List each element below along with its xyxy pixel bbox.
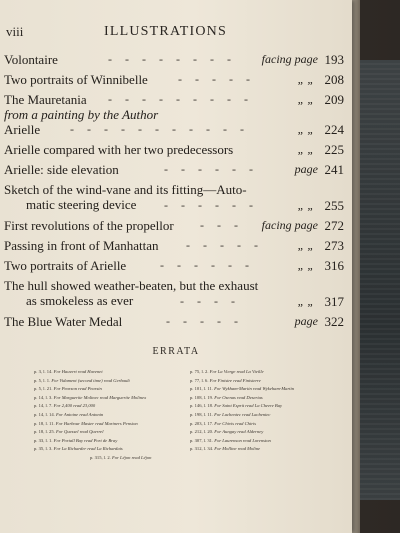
leader-dashes: - - - - - - xyxy=(164,162,258,176)
errata-item xyxy=(190,377,340,386)
errata-text: For Quessel read Querrel xyxy=(55,429,104,435)
facing-photo-plate xyxy=(360,60,400,500)
errata-ref: p. 14, l. 14. xyxy=(34,411,55,417)
entry-page: 193 xyxy=(324,52,344,67)
illustrations-list xyxy=(4,52,346,334)
errata-text: For Portall Bay read Port de Bray xyxy=(53,437,118,443)
entry-prefix: „ „ xyxy=(297,198,314,212)
leader-dashes: - - - - - - - - xyxy=(108,52,236,66)
errata-text: For La Richarder read La Richardais xyxy=(53,446,123,452)
entry-title: The hull showed weather-beaten, but the exhaust xyxy=(4,278,259,293)
errata-item xyxy=(34,385,184,394)
entry-title-continued: matic steering device xyxy=(26,197,137,212)
errata-text: For Saint Esprit read La Cheere Bay xyxy=(214,403,283,409)
errata-text: For Vidament (second time) read Gerbault xyxy=(51,377,130,383)
entry-prefix: „ „ xyxy=(297,92,314,106)
leader-dashes: - - - - - - xyxy=(160,258,254,272)
errata-item xyxy=(34,445,184,454)
list-item xyxy=(4,52,346,72)
entry-page: 209 xyxy=(324,92,344,107)
page-number: viii xyxy=(6,24,24,39)
entry-page: 322 xyxy=(324,314,344,329)
entry-title: Passing in front of Manhattan xyxy=(4,238,159,253)
errata-item xyxy=(190,368,340,377)
list-item xyxy=(4,314,346,334)
errata-ref: p. 33, l. 1. xyxy=(34,437,53,443)
list-item xyxy=(4,142,346,162)
errata-ref: p. 101, l. 11. xyxy=(190,386,213,392)
leader-dashes: - - - - - xyxy=(166,314,243,328)
entry-prefix: page xyxy=(294,162,318,176)
errata-item xyxy=(34,368,184,377)
errata-ref: p. 14, l. 3. xyxy=(34,394,53,400)
entry-prefix: „ „ xyxy=(297,72,314,86)
errata-title: ERRATA xyxy=(152,346,200,357)
errata-item xyxy=(90,454,151,463)
list-item xyxy=(4,162,346,182)
leader-dashes: - - - - - xyxy=(186,238,263,252)
errata-item xyxy=(34,420,184,429)
errata-text: For Osenas read Deserias xyxy=(214,394,263,400)
errata-item xyxy=(34,394,184,403)
errata-item xyxy=(34,428,184,437)
errata-item xyxy=(190,394,340,403)
errata-item xyxy=(190,420,340,429)
errata-text: For Lachentec read Lacbentec xyxy=(214,411,271,417)
entry-title: Arielle compared with her two predecessors xyxy=(4,142,234,157)
leader-dashes: - - - xyxy=(200,218,243,232)
errata-text: For 2,400 read 23,000 xyxy=(53,403,96,409)
leader-dashes: - - - - xyxy=(180,294,240,308)
errata-column-left xyxy=(34,368,184,454)
errata-text: For Léjon read Léjon xyxy=(111,455,152,460)
entry-prefix: „ „ xyxy=(297,258,314,272)
entry-page: 255 xyxy=(324,198,344,213)
entry-prefix: „ „ xyxy=(297,294,314,308)
errata-text: For Pearson read Pearsin xyxy=(53,386,102,392)
leader-dashes: - - - - - - xyxy=(164,198,258,212)
errata-item xyxy=(190,402,340,411)
list-item xyxy=(4,182,346,218)
entry-title: Arielle: side elevation xyxy=(4,162,119,177)
entry-title: The Mauretania xyxy=(4,92,87,107)
entry-title: Volontaire xyxy=(4,52,58,67)
errata-item xyxy=(34,411,184,420)
errata-item xyxy=(34,437,184,446)
list-item xyxy=(4,278,346,314)
entry-page: 225 xyxy=(324,142,344,157)
entry-prefix: „ „ xyxy=(297,142,314,156)
errata-ref: p. 203, l. 17. xyxy=(190,420,214,426)
entry-title: First revolutions of the propellor xyxy=(4,218,174,233)
leader-dashes: - - - - - xyxy=(178,72,255,86)
entry-prefix: „ „ xyxy=(297,122,314,136)
list-item xyxy=(4,218,346,238)
errata-ref: p. 108, l. 19. xyxy=(190,394,214,400)
leader-dashes: - - - - - - - - - - - xyxy=(70,122,249,136)
errata-text: For Molline read Moline xyxy=(214,446,261,452)
entry-page: 317 xyxy=(324,294,344,309)
errata-item xyxy=(190,437,340,446)
errata-text: For Harbour Master read Mariners Pension xyxy=(55,420,138,426)
entry-title: Sketch of the wind-vane and its fitting—Auto- xyxy=(4,182,247,197)
errata-ref: p. 35, l. 3. xyxy=(34,446,53,452)
errata-text: For Finistre read Finisterre xyxy=(209,377,261,383)
entry-title: Two portraits of Arielle xyxy=(4,258,127,273)
errata-item xyxy=(190,385,340,394)
errata-item xyxy=(190,428,340,437)
errata-ref: p. 307, l. 31. xyxy=(190,437,214,443)
entry-title-continued: as smokeless as ever xyxy=(26,293,134,308)
errata-ref: p. 212, l. 20. xyxy=(190,429,214,435)
errata-ref: p. 18, l. 11. xyxy=(34,420,55,426)
entry-title: The Blue Water Medal xyxy=(4,314,123,329)
page-title: ILLUSTRATIONS xyxy=(104,24,227,39)
entry-page: 273 xyxy=(324,238,344,253)
errata-ref: p. 18, l. 25. xyxy=(34,429,55,435)
errata-column-right xyxy=(190,368,340,454)
errata-ref: p. 14, l. 7. xyxy=(34,403,53,409)
entry-prefix: page xyxy=(294,314,318,328)
errata-text: For Hauvert read Havenet xyxy=(53,369,103,374)
errata-text: For Antoine read Antonin xyxy=(55,411,104,417)
list-item xyxy=(4,92,346,122)
entry-title: Two portraits of Winnibelle xyxy=(4,72,148,87)
errata-text: For Chivis read Chiris xyxy=(214,420,257,426)
errata-ref: p. 5, l. 21. xyxy=(34,386,53,392)
entry-page: 224 xyxy=(324,122,344,137)
errata-ref: p. 198, l. 11. xyxy=(190,411,213,417)
errata-item xyxy=(190,445,340,454)
errata-text: For Laurenson read Lorenston xyxy=(214,437,271,443)
errata-ref: p. 75, l. 2. xyxy=(190,369,209,374)
errata-item xyxy=(34,377,184,386)
entry-subtitle: from a painting by the Author xyxy=(4,107,159,122)
errata-ref: p. 312, l. 34. xyxy=(190,446,214,452)
entry-prefix: „ „ xyxy=(297,238,314,252)
errata-item xyxy=(34,402,184,411)
list-item xyxy=(4,72,346,92)
entry-page: 241 xyxy=(324,162,344,177)
entry-title: Arielle xyxy=(4,122,41,137)
entry-page: 208 xyxy=(324,72,344,87)
errata-ref: p. 315, l. 2. xyxy=(90,455,111,460)
errata-text: For Aungay read Alderney xyxy=(214,429,264,435)
errata-item xyxy=(190,411,340,420)
errata-text: For La Vierge read La Vieille xyxy=(209,369,264,374)
entry-page: 316 xyxy=(324,258,344,273)
errata-ref: p. 5, l. 1. xyxy=(34,377,51,383)
list-item xyxy=(4,122,346,142)
errata-ref: p. 77, l. 6. xyxy=(190,377,209,383)
entry-prefix: facing page xyxy=(261,218,318,232)
leader-dashes: - - - - - - - - - xyxy=(108,92,253,106)
list-item xyxy=(4,238,346,258)
errata-ref: p. 3, l. 14. xyxy=(34,369,53,374)
entry-page: 272 xyxy=(324,218,344,233)
errata-ref: p. 146, l. 18. xyxy=(190,403,214,409)
page-header xyxy=(6,24,346,42)
errata-text: For Marguerite Molinec read Marguerite Molinex xyxy=(53,394,147,400)
page-edge xyxy=(352,0,360,533)
errata-text: For Wykham-Martin read Wykeham-Martin xyxy=(214,386,295,392)
list-item xyxy=(4,258,346,278)
entry-prefix: facing page xyxy=(261,52,318,66)
